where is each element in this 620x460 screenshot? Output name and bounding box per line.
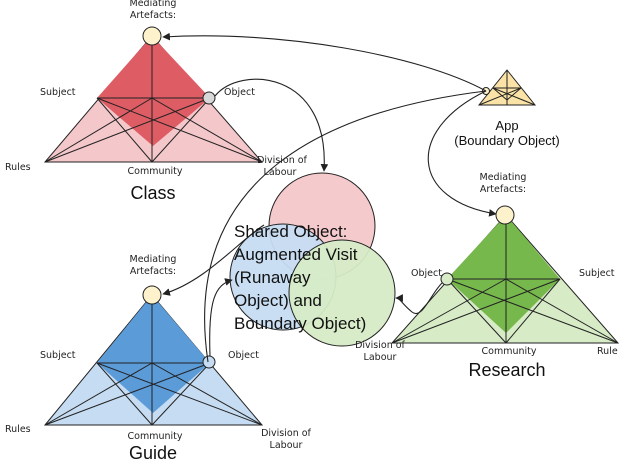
shared-line-1: Shared Object: — [234, 222, 348, 241]
app-label-2: (Boundary Object) — [454, 133, 560, 148]
arrow-app-to-class — [163, 36, 486, 91]
guide-mediating-label-2: Artefacts: — [129, 266, 177, 277]
shared-line-2: Augmented Visit — [234, 245, 358, 264]
research-mediating-label-2: Artefacts: — [479, 184, 527, 195]
arrow-guide-to-shared — [210, 280, 232, 356]
research-inner-triangle — [447, 215, 560, 279]
class-community-label: Community — [127, 166, 183, 177]
class-object-label: Object — [224, 87, 255, 98]
guide-division-label-2: Labour — [269, 440, 303, 451]
research-title: Research — [468, 360, 546, 380]
guide-subject-label: Subject — [40, 350, 76, 361]
research-object-node — [441, 273, 453, 285]
research-community-label: Community — [481, 346, 537, 357]
research-subject-label: Subject — [579, 268, 615, 279]
guide-object-label: Object — [228, 350, 259, 361]
shared-line-5: Boundary Object) — [234, 314, 367, 333]
guide-mediating-label-1: Mediating — [129, 254, 177, 265]
class-title: Class — [130, 183, 176, 203]
research-rules-label: Rule — [597, 346, 618, 357]
research-division-label-1: Division of — [355, 340, 405, 351]
class-mediating-label-1: Mediating — [129, 0, 177, 9]
guide-rules-label: Rules — [5, 424, 31, 435]
research-mediating-label-1: Mediating — [479, 172, 527, 183]
shared-line-3: (Runaway — [234, 268, 311, 287]
shared-line-4: Object) and — [234, 291, 322, 310]
class-mediating-label-2: Artefacts: — [129, 10, 177, 21]
app-boundary-object — [454, 70, 560, 148]
class-rules-label: Rules — [5, 162, 31, 173]
class-division-label-1: Division of — [257, 155, 307, 166]
research-division-label-2: Labour — [363, 352, 397, 363]
guide-mediating-node — [143, 286, 161, 304]
research-object-label: Object — [411, 268, 442, 279]
class-subject-label: Subject — [40, 87, 76, 98]
app-label-1: App — [495, 118, 519, 133]
research-activity-system — [355, 172, 618, 380]
guide-object-node — [203, 356, 215, 368]
class-object-node — [203, 92, 215, 104]
class-division-label-2: Labour — [263, 167, 297, 178]
class-mediating-node — [143, 27, 161, 45]
guide-title: Guide — [128, 443, 178, 460]
arrow-app-to-research — [428, 91, 496, 214]
guide-division-label-1: Division of — [261, 428, 311, 439]
research-mediating-node — [496, 206, 514, 224]
guide-community-label: Community — [127, 431, 183, 442]
guide-inner-triangle — [97, 295, 210, 363]
class-activity-system — [5, 0, 308, 203]
